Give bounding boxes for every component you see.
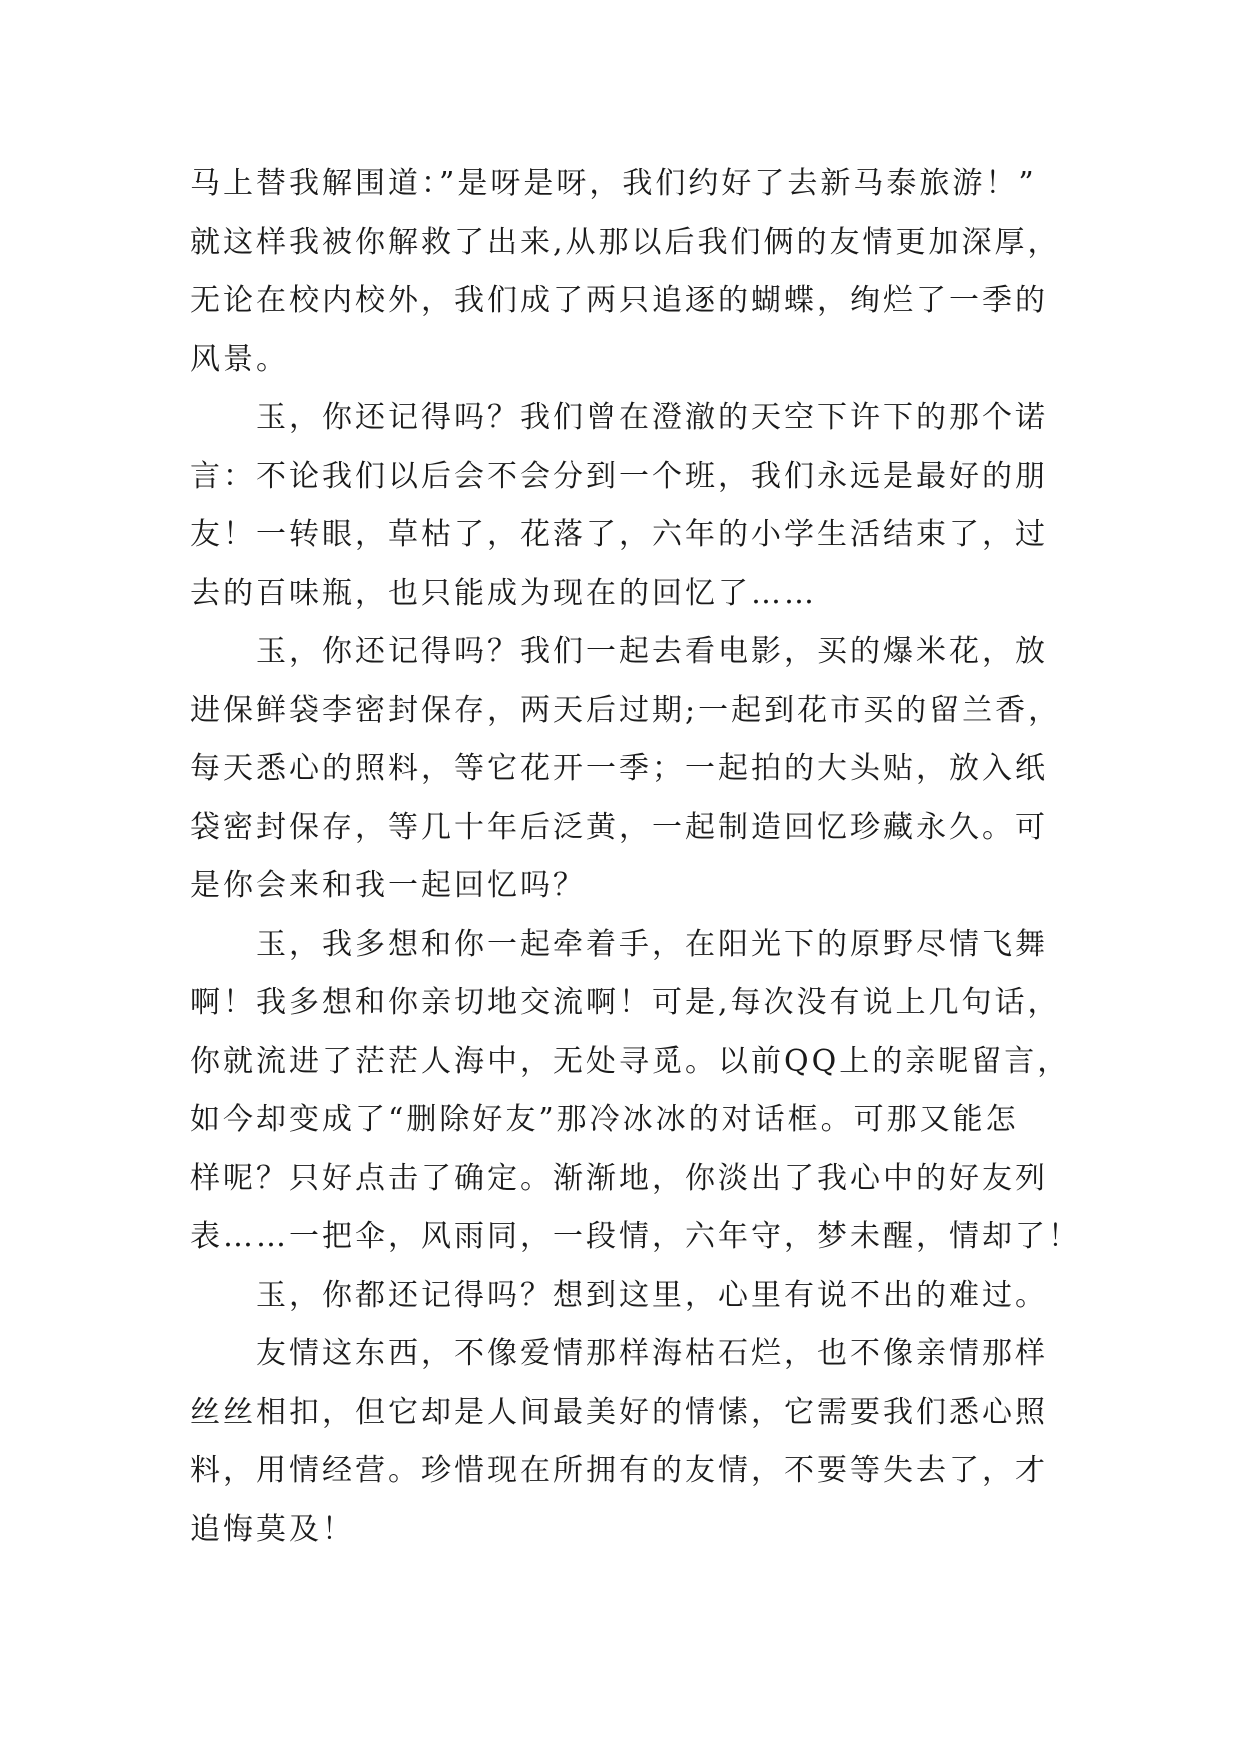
text-line: 如今却变成了“删除好友”那冷冰冰的对话框。可那又能怎 <box>190 1102 1019 1137</box>
text-line: 玉，你还记得吗？我们曾在澄澈的天空下许下的那个诺 <box>256 400 1048 435</box>
text-line: 风景。 <box>190 341 289 377</box>
text-line: 料，用情经营。珍惜现在所拥有的友情，不要等失去了，才 <box>190 1453 1048 1488</box>
text-line: 进保鲜袋李密封保存，两天后过期;一起到花市买的留兰香， <box>190 692 1062 728</box>
text-line: 玉，你还记得吗？我们一起去看电影，买的爆米花，放 <box>256 634 1048 669</box>
text-line: 无论在校内校外，我们成了两只追逐的蝴蝶，绚烂了一季的 <box>190 283 1048 318</box>
text-line: 样呢？只好点击了确定。渐渐地，你淡出了我心中的好友列 <box>190 1160 1048 1196</box>
text-line: 你就流进了茫茫人海中，无处寻觅。以前QQ上的亲昵留言， <box>190 1043 1071 1079</box>
text-line: 友情这东西，不像爱情那样海枯石烂，也不像亲情那样 <box>256 1336 1048 1371</box>
body-text <box>190 155 1090 1559</box>
text-line: 马上替我解围道：”是呀是呀，我们约好了去新马泰旅游！” <box>190 166 1037 201</box>
text-line: 玉，你都还记得吗？想到这里，心里有说不出的难过。 <box>256 1277 1048 1313</box>
text-line: 言：不论我们以后会不会分到一个班，我们永远是最好的朋 <box>190 458 1048 494</box>
text-line: 每天悉心的照料，等它花开一季；一起拍的大头贴，放入纸 <box>190 751 1048 786</box>
text-line: 就这样我被你解救了出来,从那以后我们俩的友情更加深厚， <box>190 224 1061 260</box>
text-line: 玉，我多想和你一起牵着手，在阳光下的原野尽情飞舞 <box>256 926 1048 962</box>
text-line: 啊！我多想和你亲切地交流啊！可是,每次没有说上几句话， <box>190 985 1061 1020</box>
text-line: 丝丝相扣，但它却是人间最美好的情愫，它需要我们悉心照 <box>190 1394 1048 1430</box>
text-line: 友！一转眼，草枯了，花落了，六年的小学生活结束了，过 <box>190 517 1048 552</box>
text-line: 去的百味瓶，也只能成为现在的回忆了…… <box>190 575 817 611</box>
text-line: 追悔莫及！ <box>190 1511 355 1547</box>
text-line: 袋密封保存，等几十年后泛黄，一起制造回忆珍藏永久。可 <box>190 809 1048 845</box>
text-line: 表……一把伞，风雨同，一段情，六年守，梦未醒，情却了！ <box>190 1219 1081 1254</box>
text-line: 是你会来和我一起回忆吗？ <box>190 868 586 903</box>
